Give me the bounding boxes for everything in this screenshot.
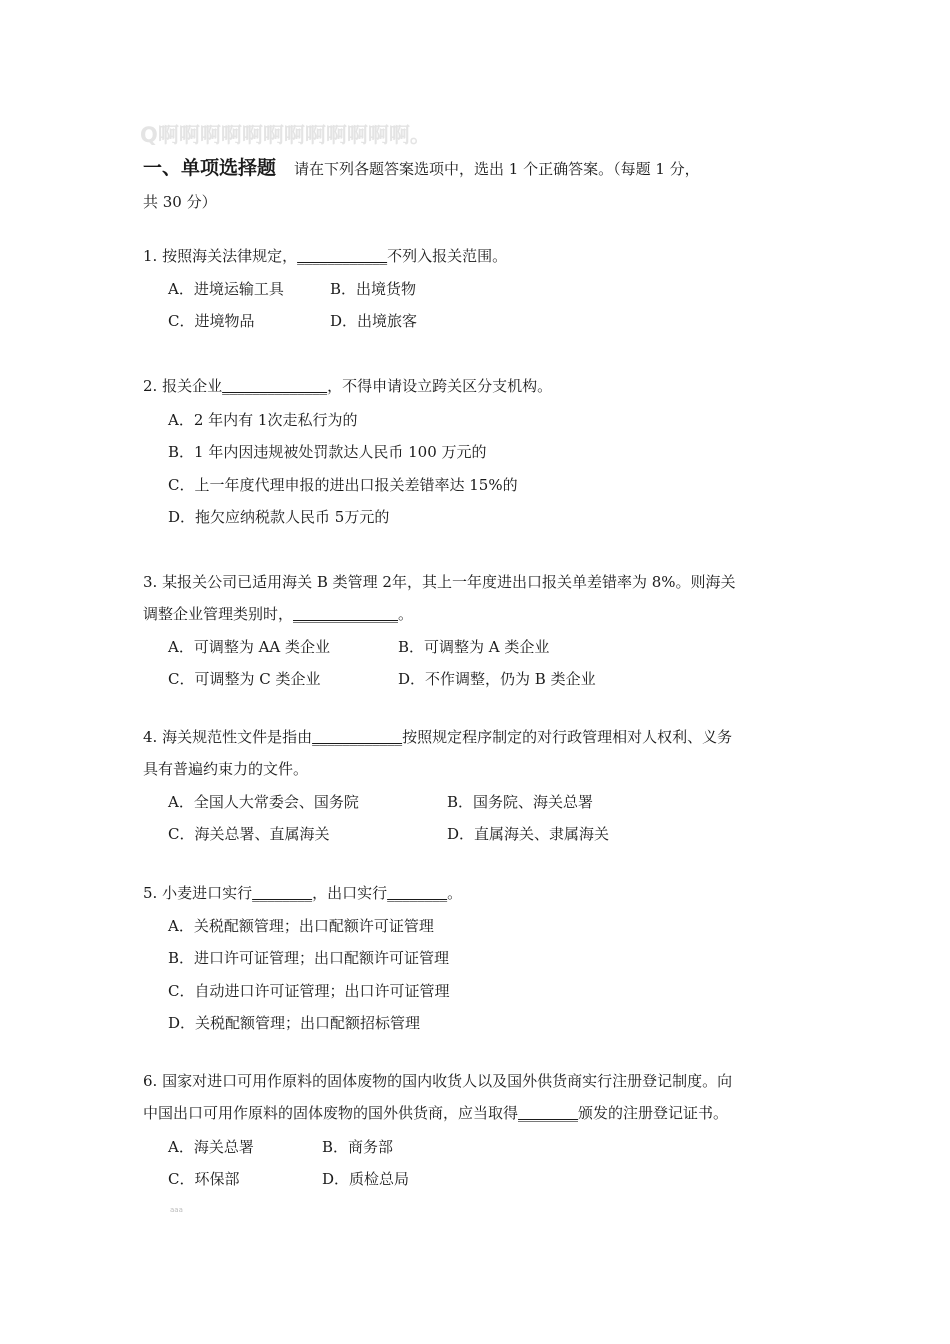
question-5-stem: 5. 小麦进口实行________，出口实行________。	[143, 884, 463, 902]
question-5	[143, 877, 808, 909]
q3-option-b: B．可调整为 A 类企业	[398, 638, 550, 656]
q5-option-c: C．自动进口许可证管理；出口许可证管理	[168, 982, 450, 1000]
answer-blank: ________	[387, 884, 448, 902]
q4-option-d: D．直属海关、隶属海关	[447, 825, 610, 843]
q1-option-b: B．出境货物	[330, 280, 417, 298]
footer-mark: aaa	[170, 1206, 183, 1214]
question-1-stem: 1. 按照海关法律规定，____________不列入报关范围。	[143, 247, 508, 265]
q4-option-b: B．国务院、海关总署	[447, 793, 594, 811]
q6-option-c: C．环保部	[168, 1170, 240, 1188]
q2-option-b: B．1 年内因违规被处罚款达人民币 100 万元的	[168, 443, 487, 461]
q6-option-b: B．商务部	[322, 1138, 394, 1156]
q3-option-d: D．不作调整，仍为 B 类企业	[398, 670, 596, 688]
question-4-stem: 4. 海关规范性文件是指由____________按照规定程序制定的对行政管理相对人权利、义务 具有普遍约束力的文件。	[143, 728, 733, 778]
answer-blank: ____________	[312, 728, 403, 746]
question-2	[143, 370, 808, 402]
q3-option-c: C．可调整为 C 类企业	[168, 670, 321, 688]
q6-option-a: A．海关总署	[168, 1138, 254, 1156]
q1-option-a: A．进境运输工具	[168, 280, 284, 298]
q2-option-a: A．2 年内有 1次走私行为的	[168, 411, 358, 429]
q6-option-d: D．质检总局	[322, 1170, 410, 1188]
section-title: 一、单项选择题	[143, 157, 277, 179]
question-6	[143, 1065, 808, 1129]
section-instruction-cont: 共 30 分）	[143, 193, 217, 211]
question-3	[143, 566, 808, 630]
answer-blank: ______________	[293, 605, 399, 623]
q5-option-d: D．关税配额管理；出口配额招标管理	[168, 1014, 421, 1032]
answer-blank: ____________	[297, 247, 388, 265]
q4-option-a: A．全国人大常委会、国务院	[168, 793, 359, 811]
q1-option-d: D．出境旅客	[330, 312, 418, 330]
q2-option-d: D．拖欠应纳税款人民币 5万元的	[168, 508, 390, 526]
answer-blank: ________	[518, 1104, 579, 1122]
q4-option-c: C．海关总署、直属海关	[168, 825, 330, 843]
section-heading	[143, 152, 808, 219]
q5-option-b: B．进口许可证管理；出口配额许可证管理	[168, 949, 450, 967]
question-1	[143, 240, 808, 272]
q3-option-a: A．可调整为 AA 类企业	[168, 638, 331, 656]
question-2-stem: 2. 报关企业______________，不得申请设立跨关区分支机构。	[143, 377, 553, 395]
question-3-stem: 3. 某报关公司已适用海关 B 类管理 2年，其上一年度进出口报关单差错率为 8%。则海关 调整企业管理类别时，______________。	[143, 573, 736, 623]
answer-blank: ________	[252, 884, 313, 902]
question-6-stem: 6. 国家对进口可用作原料的固体废物的国内收货人以及国外供货商实行注册登记制度。向 中国出口可用作原料的固体废物的国外供货商，应当取得________颁发的注册登记证书。	[143, 1072, 733, 1122]
section-instruction: 请在下列各题答案选项中，选出 1 个正确答案。（每题 1 分，	[294, 160, 700, 178]
watermark-text: Q啊啊啊啊啊啊啊啊啊啊啊啊。	[140, 123, 431, 147]
q2-option-c: C．上一年度代理申报的进出口报关差错率达 15%的	[168, 476, 518, 494]
q5-option-a: A．关税配额管理；出口配额许可证管理	[168, 917, 434, 935]
q1-option-c: C．进境物品	[168, 312, 255, 330]
question-4	[143, 721, 808, 785]
answer-blank: ______________	[222, 377, 328, 395]
